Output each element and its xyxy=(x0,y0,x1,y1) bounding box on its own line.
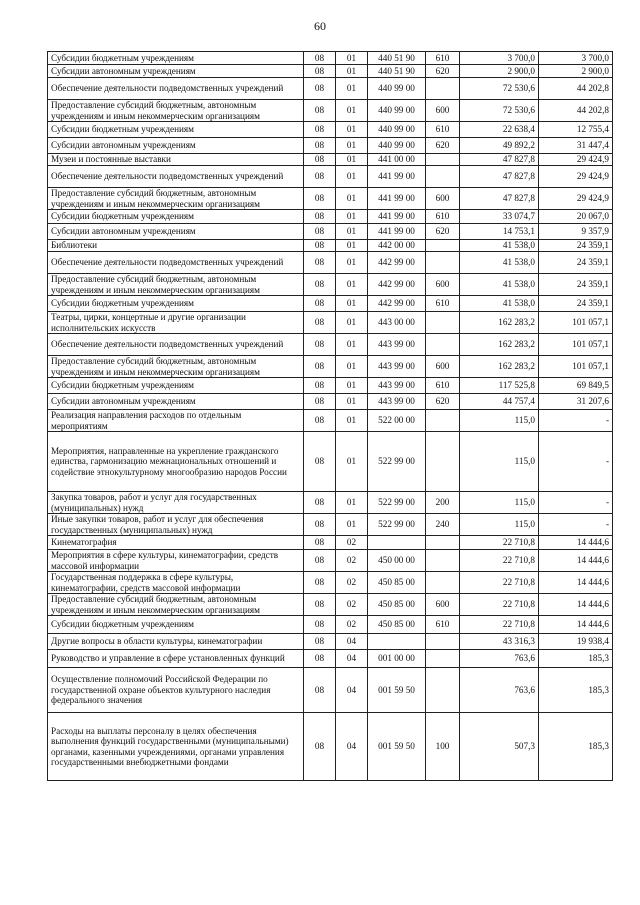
cell-name: Мероприятия в сфере культуры, кинематографии, средств массовой информации xyxy=(48,550,304,572)
cell-sum-2: 185,3 xyxy=(539,713,613,781)
cell-target-article: 443 99 00 xyxy=(368,334,426,356)
cell-expense-type: 610 xyxy=(426,210,460,224)
cell-sum-2: 31 447,4 xyxy=(539,138,613,154)
cell-sum-2: 14 444,6 xyxy=(539,616,613,634)
cell-sum-1: 47 827,8 xyxy=(460,166,539,188)
cell-target-article: 441 99 00 xyxy=(368,210,426,224)
cell-sum-1: 33 074,7 xyxy=(460,210,539,224)
cell-sum-1: 763,6 xyxy=(460,650,539,668)
cell-section: 08 xyxy=(304,65,336,78)
cell-section: 08 xyxy=(304,334,336,356)
cell-expense-type xyxy=(426,78,460,100)
cell-section: 08 xyxy=(304,650,336,668)
cell-expense-type xyxy=(426,312,460,334)
cell-expense-type xyxy=(426,572,460,594)
cell-expense-type: 620 xyxy=(426,224,460,240)
cell-expense-type: 610 xyxy=(426,296,460,312)
cell-subsection: 01 xyxy=(336,394,368,410)
cell-name: Предоставление субсидий бюджетным, автономным учреждениям и иным некоммерческим организациям xyxy=(48,188,304,210)
cell-sum-1: 507,3 xyxy=(460,713,539,781)
cell-name: Субсидии бюджетным учреждениям xyxy=(48,616,304,634)
cell-subsection: 01 xyxy=(336,492,368,514)
cell-expense-type xyxy=(426,668,460,713)
cell-sum-2: - xyxy=(539,492,613,514)
cell-sum-2: 101 057,1 xyxy=(539,356,613,378)
table-row xyxy=(48,378,613,394)
cell-section: 08 xyxy=(304,100,336,122)
cell-name: Предоставление субсидий бюджетным, автономным учреждениям и иным некоммерческим организациям xyxy=(48,274,304,296)
table-row xyxy=(48,334,613,356)
cell-subsection: 01 xyxy=(336,410,368,432)
cell-target-article: 440 51 90 xyxy=(368,52,426,65)
cell-subsection: 01 xyxy=(336,138,368,154)
cell-section: 08 xyxy=(304,410,336,432)
cell-subsection: 01 xyxy=(336,122,368,138)
cell-target-article: 522 99 00 xyxy=(368,492,426,514)
cell-sum-2: 24 359,1 xyxy=(539,240,613,252)
table-row xyxy=(48,634,613,650)
cell-sum-1: 2 900,0 xyxy=(460,65,539,78)
cell-subsection: 02 xyxy=(336,572,368,594)
table-row xyxy=(48,713,613,781)
cell-target-article: 442 99 00 xyxy=(368,296,426,312)
cell-subsection: 01 xyxy=(336,312,368,334)
cell-subsection: 01 xyxy=(336,514,368,536)
table-row xyxy=(48,154,613,166)
cell-sum-2: - xyxy=(539,514,613,536)
table-row xyxy=(48,410,613,432)
table-row xyxy=(48,188,613,210)
cell-section: 08 xyxy=(304,394,336,410)
cell-target-article xyxy=(368,634,426,650)
cell-sum-2: 24 359,1 xyxy=(539,296,613,312)
cell-sum-2: 185,3 xyxy=(539,650,613,668)
cell-target-article: 440 51 90 xyxy=(368,65,426,78)
table-row xyxy=(48,432,613,492)
cell-target-article: 522 00 00 xyxy=(368,410,426,432)
cell-section: 08 xyxy=(304,492,336,514)
table-row xyxy=(48,572,613,594)
cell-expense-type: 620 xyxy=(426,394,460,410)
table-row xyxy=(48,240,613,252)
cell-sum-2: - xyxy=(539,432,613,492)
table-row xyxy=(48,594,613,616)
cell-name: Кинематография xyxy=(48,536,304,550)
cell-target-article: 440 99 00 xyxy=(368,138,426,154)
cell-sum-2: 24 359,1 xyxy=(539,252,613,274)
cell-expense-type xyxy=(426,240,460,252)
cell-sum-1: 162 283,2 xyxy=(460,356,539,378)
cell-expense-type: 610 xyxy=(426,122,460,138)
cell-subsection: 01 xyxy=(336,100,368,122)
cell-section: 08 xyxy=(304,312,336,334)
cell-section: 08 xyxy=(304,514,336,536)
cell-expense-type: 600 xyxy=(426,594,460,616)
cell-expense-type: 610 xyxy=(426,52,460,65)
table-row xyxy=(48,616,613,634)
table-row xyxy=(48,550,613,572)
cell-expense-type: 100 xyxy=(426,713,460,781)
cell-sum-2: 69 849,5 xyxy=(539,378,613,394)
cell-sum-1: 115,0 xyxy=(460,410,539,432)
cell-subsection: 02 xyxy=(336,594,368,616)
cell-sum-1: 115,0 xyxy=(460,432,539,492)
cell-section: 08 xyxy=(304,154,336,166)
table-row xyxy=(48,138,613,154)
cell-name: Субсидии бюджетным учреждениям xyxy=(48,210,304,224)
cell-sum-2: 2 900,0 xyxy=(539,65,613,78)
table-row xyxy=(48,100,613,122)
cell-sum-1: 22 710,8 xyxy=(460,616,539,634)
cell-target-article: 440 99 00 xyxy=(368,100,426,122)
cell-section: 08 xyxy=(304,210,336,224)
cell-target-article: 443 00 00 xyxy=(368,312,426,334)
cell-subsection: 04 xyxy=(336,650,368,668)
cell-name: Обеспечение деятельности подведомственных учреждений xyxy=(48,334,304,356)
cell-subsection: 02 xyxy=(336,536,368,550)
table-row xyxy=(48,536,613,550)
cell-sum-2: 29 424,9 xyxy=(539,154,613,166)
cell-sum-1: 41 538,0 xyxy=(460,274,539,296)
cell-target-article: 001 59 50 xyxy=(368,668,426,713)
cell-target-article: 441 99 00 xyxy=(368,188,426,210)
cell-subsection: 01 xyxy=(336,334,368,356)
cell-target-article: 522 99 00 xyxy=(368,514,426,536)
cell-expense-type: 600 xyxy=(426,100,460,122)
cell-sum-1: 72 530,6 xyxy=(460,78,539,100)
table-row xyxy=(48,514,613,536)
cell-name: Субсидии автономным учреждениям xyxy=(48,394,304,410)
cell-target-article: 441 00 00 xyxy=(368,154,426,166)
cell-target-article: 450 85 00 xyxy=(368,594,426,616)
cell-sum-1: 162 283,2 xyxy=(460,334,539,356)
cell-sum-1: 41 538,0 xyxy=(460,252,539,274)
budget-table-body xyxy=(48,52,613,781)
cell-target-article: 443 99 00 xyxy=(368,394,426,410)
cell-sum-2: 14 444,6 xyxy=(539,572,613,594)
cell-section: 08 xyxy=(304,52,336,65)
cell-section: 08 xyxy=(304,138,336,154)
cell-sum-1: 47 827,8 xyxy=(460,154,539,166)
cell-sum-2: 20 067,0 xyxy=(539,210,613,224)
cell-target-article: 450 85 00 xyxy=(368,616,426,634)
cell-name: Субсидии бюджетным учреждениям xyxy=(48,296,304,312)
cell-name: Мероприятия, направленные на укрепление гражданского единства, гармонизацию межнациональных отношений и содействие этнокультурному многообразию народов России xyxy=(48,432,304,492)
cell-expense-type xyxy=(426,252,460,274)
table-row xyxy=(48,78,613,100)
cell-subsection: 01 xyxy=(336,52,368,65)
cell-name: Руководство и управление в сфере установленных функций xyxy=(48,650,304,668)
cell-sum-2: 44 202,8 xyxy=(539,100,613,122)
cell-expense-type xyxy=(426,410,460,432)
cell-name: Субсидии автономным учреждениям xyxy=(48,224,304,240)
table-row xyxy=(48,296,613,312)
cell-section: 08 xyxy=(304,224,336,240)
cell-sum-1: 41 538,0 xyxy=(460,296,539,312)
cell-subsection: 01 xyxy=(336,378,368,394)
cell-target-article: 441 99 00 xyxy=(368,224,426,240)
cell-sum-1: 72 530,6 xyxy=(460,100,539,122)
cell-subsection: 01 xyxy=(336,432,368,492)
cell-sum-2: 101 057,1 xyxy=(539,312,613,334)
cell-target-article: 522 99 00 xyxy=(368,432,426,492)
cell-target-article: 001 59 50 xyxy=(368,713,426,781)
cell-expense-type xyxy=(426,650,460,668)
cell-name: Расходы на выплаты персоналу в целях обеспечения выполнения функций государственными (муниципальными) органами, казенными учреждениями, органами управления государственными внебюджетными фондами xyxy=(48,713,304,781)
cell-section: 08 xyxy=(304,240,336,252)
cell-section: 08 xyxy=(304,572,336,594)
cell-target-article: 443 99 00 xyxy=(368,356,426,378)
cell-section: 08 xyxy=(304,274,336,296)
cell-subsection: 01 xyxy=(336,356,368,378)
cell-name: Обеспечение деятельности подведомственных учреждений xyxy=(48,166,304,188)
cell-section: 08 xyxy=(304,550,336,572)
cell-expense-type: 610 xyxy=(426,378,460,394)
cell-section: 08 xyxy=(304,252,336,274)
cell-section: 08 xyxy=(304,166,336,188)
cell-target-article: 442 99 00 xyxy=(368,252,426,274)
cell-name: Осуществление полномочий Российской Федерации по государственной охране объектов культурного наследия федерального значения xyxy=(48,668,304,713)
table-row xyxy=(48,224,613,240)
cell-sum-2: 14 444,6 xyxy=(539,594,613,616)
cell-target-article: 440 99 00 xyxy=(368,78,426,100)
budget-table xyxy=(47,51,613,781)
cell-name: Субсидии бюджетным учреждениям xyxy=(48,122,304,138)
cell-sum-1: 162 283,2 xyxy=(460,312,539,334)
cell-sum-1: 117 525,8 xyxy=(460,378,539,394)
cell-name: Иные закупки товаров, работ и услуг для обеспечения государственных (муниципальных) нужд xyxy=(48,514,304,536)
cell-section: 08 xyxy=(304,188,336,210)
cell-sum-1: 44 757,4 xyxy=(460,394,539,410)
table-row xyxy=(48,312,613,334)
cell-target-article: 442 00 00 xyxy=(368,240,426,252)
cell-name: Библиотеки xyxy=(48,240,304,252)
cell-section: 08 xyxy=(304,713,336,781)
cell-sum-1: 22 710,8 xyxy=(460,594,539,616)
cell-target-article: 440 99 00 xyxy=(368,122,426,138)
cell-expense-type xyxy=(426,550,460,572)
cell-sum-1: 49 892,2 xyxy=(460,138,539,154)
cell-expense-type xyxy=(426,166,460,188)
cell-section: 08 xyxy=(304,296,336,312)
cell-expense-type xyxy=(426,634,460,650)
cell-section: 08 xyxy=(304,432,336,492)
cell-name: Предоставление субсидий бюджетным, автономным учреждениям и иным некоммерческим организациям xyxy=(48,100,304,122)
cell-name: Предоставление субсидий бюджетным, автономным учреждениям и иным некоммерческим организациям xyxy=(48,594,304,616)
cell-name: Обеспечение деятельности подведомственных учреждений xyxy=(48,78,304,100)
cell-sum-1: 115,0 xyxy=(460,514,539,536)
table-row xyxy=(48,52,613,65)
cell-subsection: 02 xyxy=(336,616,368,634)
cell-sum-2: 9 357,9 xyxy=(539,224,613,240)
table-row xyxy=(48,65,613,78)
cell-subsection: 01 xyxy=(336,224,368,240)
cell-name: Музеи и постоянные выставки xyxy=(48,154,304,166)
table-row xyxy=(48,274,613,296)
cell-expense-type: 610 xyxy=(426,616,460,634)
cell-sum-1: 47 827,8 xyxy=(460,188,539,210)
cell-sum-1: 22 710,8 xyxy=(460,536,539,550)
cell-name: Другие вопросы в области культуры, кинематографии xyxy=(48,634,304,650)
cell-subsection: 04 xyxy=(336,713,368,781)
cell-target-article: 001 00 00 xyxy=(368,650,426,668)
cell-subsection: 01 xyxy=(336,188,368,210)
cell-expense-type: 600 xyxy=(426,188,460,210)
cell-sum-2: 3 700,0 xyxy=(539,52,613,65)
cell-target-article: 443 99 00 xyxy=(368,378,426,394)
cell-sum-2: 31 207,6 xyxy=(539,394,613,410)
cell-expense-type xyxy=(426,154,460,166)
cell-name: Субсидии автономным учреждениям xyxy=(48,65,304,78)
cell-target-article: 442 99 00 xyxy=(368,274,426,296)
cell-section: 08 xyxy=(304,594,336,616)
cell-name: Реализация направления расходов по отдельным мероприятиям xyxy=(48,410,304,432)
cell-subsection: 01 xyxy=(336,78,368,100)
cell-sum-2: - xyxy=(539,410,613,432)
cell-sum-1: 22 638,4 xyxy=(460,122,539,138)
cell-expense-type: 620 xyxy=(426,138,460,154)
table-row xyxy=(48,394,613,410)
cell-subsection: 02 xyxy=(336,550,368,572)
cell-section: 08 xyxy=(304,78,336,100)
cell-expense-type xyxy=(426,536,460,550)
cell-sum-2: 29 424,9 xyxy=(539,188,613,210)
cell-subsection: 01 xyxy=(336,210,368,224)
cell-sum-2: 185,3 xyxy=(539,668,613,713)
cell-target-article: 450 00 00 xyxy=(368,550,426,572)
cell-sum-1: 115,0 xyxy=(460,492,539,514)
cell-target-article xyxy=(368,536,426,550)
table-row xyxy=(48,122,613,138)
cell-sum-2: 101 057,1 xyxy=(539,334,613,356)
table-row xyxy=(48,668,613,713)
cell-name: Предоставление субсидий бюджетным, автономным учреждениям и иным некоммерческим организациям xyxy=(48,356,304,378)
table-row xyxy=(48,252,613,274)
cell-expense-type: 600 xyxy=(426,274,460,296)
cell-subsection: 01 xyxy=(336,166,368,188)
cell-name: Субсидии бюджетным учреждениям xyxy=(48,378,304,394)
cell-sum-1: 3 700,0 xyxy=(460,52,539,65)
cell-name: Закупка товаров, работ и услуг для государственных (муниципальных) нужд xyxy=(48,492,304,514)
cell-name: Субсидии бюджетным учреждениям xyxy=(48,52,304,65)
cell-sum-1: 22 710,8 xyxy=(460,550,539,572)
cell-subsection: 01 xyxy=(336,296,368,312)
table-row xyxy=(48,650,613,668)
cell-subsection: 04 xyxy=(336,668,368,713)
cell-name: Обеспечение деятельности подведомственных учреждений xyxy=(48,252,304,274)
cell-sum-1: 43 316,3 xyxy=(460,634,539,650)
cell-subsection: 01 xyxy=(336,252,368,274)
cell-section: 08 xyxy=(304,634,336,650)
cell-subsection: 01 xyxy=(336,274,368,296)
cell-name: Государственная поддержка в сфере культуры, кинематографии, средств массовой информации xyxy=(48,572,304,594)
cell-expense-type: 200 xyxy=(426,492,460,514)
cell-expense-type xyxy=(426,334,460,356)
cell-expense-type: 620 xyxy=(426,65,460,78)
cell-sum-2: 14 444,6 xyxy=(539,550,613,572)
cell-subsection: 01 xyxy=(336,154,368,166)
cell-section: 08 xyxy=(304,356,336,378)
cell-sum-2: 29 424,9 xyxy=(539,166,613,188)
table-row xyxy=(48,356,613,378)
cell-sum-2: 19 938,4 xyxy=(539,634,613,650)
cell-sum-2: 14 444,6 xyxy=(539,536,613,550)
cell-sum-1: 763,6 xyxy=(460,668,539,713)
table-row xyxy=(48,492,613,514)
cell-target-article: 441 99 00 xyxy=(368,166,426,188)
cell-section: 08 xyxy=(304,378,336,394)
cell-sum-2: 24 359,1 xyxy=(539,274,613,296)
cell-sum-2: 44 202,8 xyxy=(539,78,613,100)
cell-target-article: 450 85 00 xyxy=(368,572,426,594)
cell-name: Субсидии автономным учреждениям xyxy=(48,138,304,154)
cell-sum-1: 14 753,1 xyxy=(460,224,539,240)
cell-sum-1: 41 538,0 xyxy=(460,240,539,252)
cell-subsection: 01 xyxy=(336,240,368,252)
table-row xyxy=(48,210,613,224)
cell-expense-type xyxy=(426,432,460,492)
cell-subsection: 01 xyxy=(336,65,368,78)
cell-expense-type: 240 xyxy=(426,514,460,536)
cell-subsection: 04 xyxy=(336,634,368,650)
cell-section: 08 xyxy=(304,536,336,550)
cell-section: 08 xyxy=(304,668,336,713)
page-number: 60 xyxy=(314,19,326,33)
cell-section: 08 xyxy=(304,122,336,138)
cell-name: Театры, цирки, концертные и другие организации исполнительских искусств xyxy=(48,312,304,334)
cell-section: 08 xyxy=(304,616,336,634)
cell-sum-1: 22 710,8 xyxy=(460,572,539,594)
cell-expense-type: 600 xyxy=(426,356,460,378)
cell-sum-2: 12 755,4 xyxy=(539,122,613,138)
table-row xyxy=(48,166,613,188)
